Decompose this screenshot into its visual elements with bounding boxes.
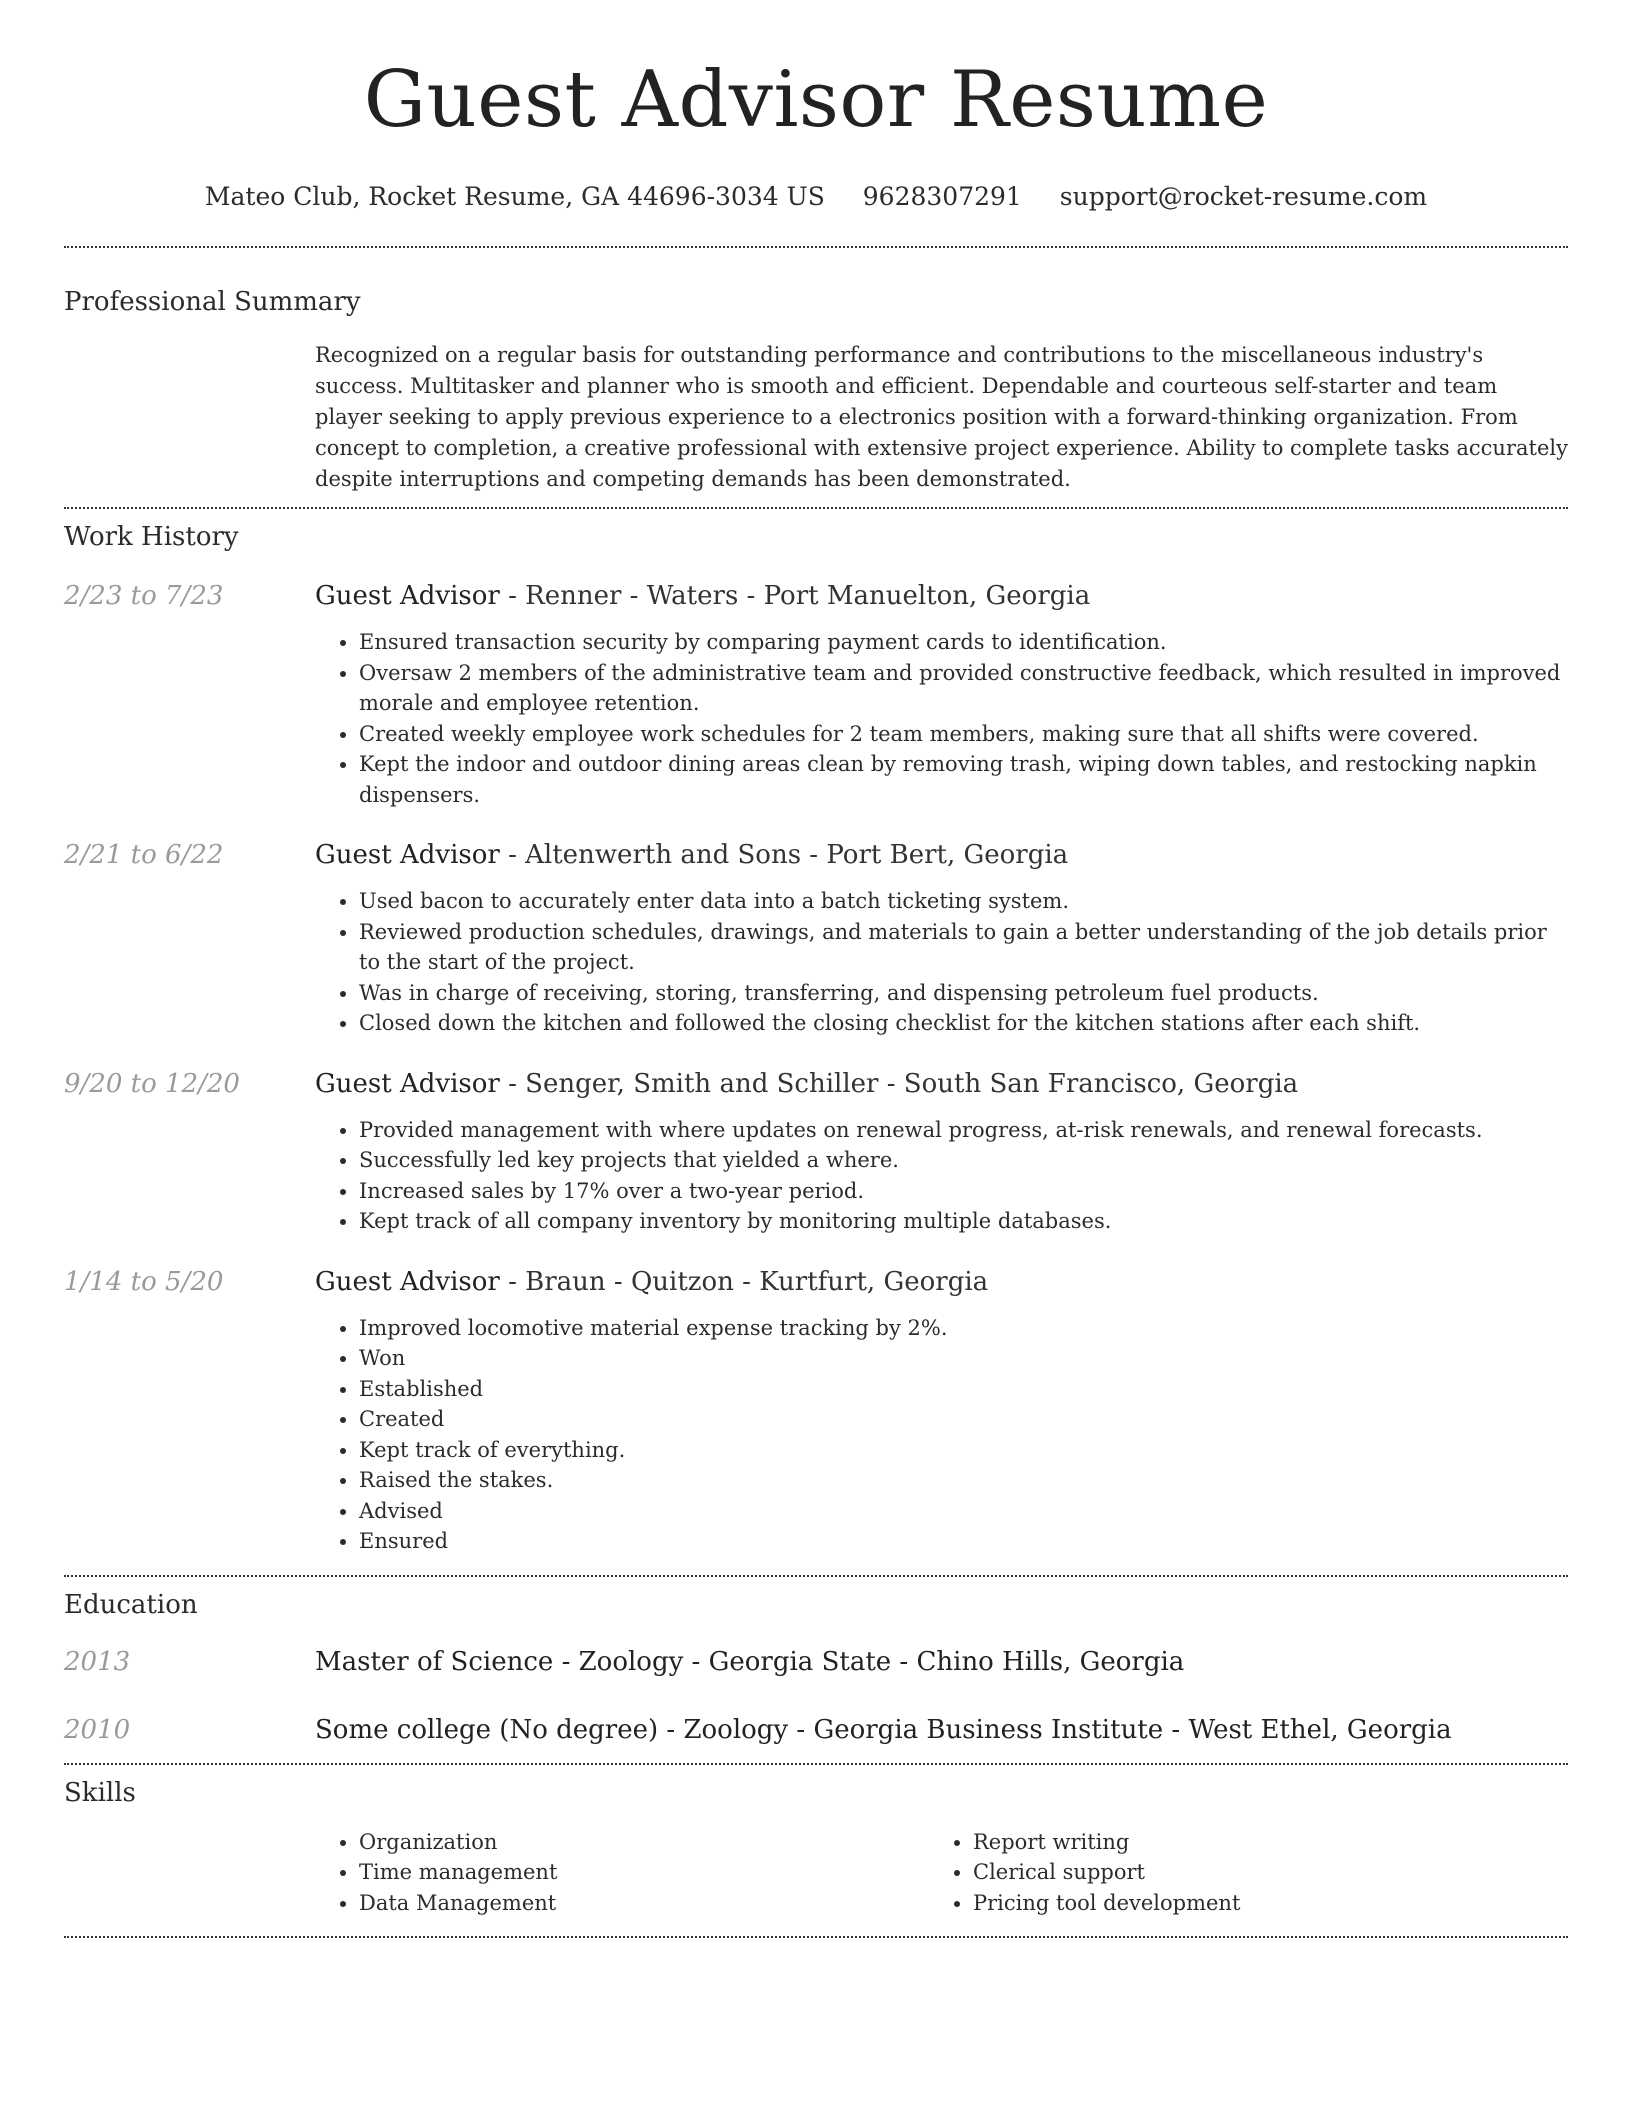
education-year: 2013 [64,1646,131,1677]
job-details: - Altenwerth and Sons - Port Bert, Georgia [499,840,1069,870]
job-dates: 1/14 to 5/20 [64,1266,224,1297]
section-title-summary: Professional Summary [64,287,361,317]
list-item: • Closed down the kitchen and followed the closing checklist for the kitchen stations after each shift. [359,1008,1568,1039]
job-bullets [315,1313,1568,1557]
education-entry [64,1713,1568,1747]
skills-list-left [315,1827,929,1919]
skill-item: • Data Management [359,1888,929,1919]
job-details: - Senger, Smith and Schiller - South San Francisco, Georgia [499,1068,1299,1099]
list-item: • Kept track of all company inventory by monitoring multiple databases. [359,1206,1568,1237]
skills-spacer [64,1827,315,1919]
job-entry [64,1067,1568,1237]
divider [64,246,1568,248]
job-dates: 2/21 to 6/22 [64,840,224,870]
job-entry [64,579,1568,810]
skill-item: • Organization [359,1827,929,1858]
list-item: • Won [359,1343,1568,1374]
list-item: • Created [359,1404,1568,1435]
job-dates: 9/20 to 12/20 [64,1068,240,1099]
list-item: • Oversaw 2 members of the administrative team and provided constructive feedback, which resulted in improved morale and employee retention. [359,658,1568,719]
resume-title: Guest Advisor Resume [363,55,1269,145]
job-bullets [315,627,1568,810]
job-bullets [315,886,1568,1039]
list-item: • Raised the stakes. [359,1465,1568,1496]
education-entry [64,1645,1568,1679]
list-item: • Reviewed production schedules, drawings, and materials to gain a better understanding of the job details prior to the start of the project. [359,917,1568,978]
skills-list-right [929,1827,1543,1919]
list-item: • Created weekly employee work schedules for 2 team members, making sure that all shifts were covered. [359,719,1568,750]
section-title-skills: Skills [64,1777,136,1808]
list-item: • Advised [359,1496,1568,1527]
contact-address: Mateo Club, Rocket Resume, GA 44696-3034 US [204,182,825,211]
job-role: Guest Advisor [315,581,500,611]
education-title [315,1645,1568,1679]
list-item: • Improved locomotive material expense tracking by 2%. [359,1313,1568,1344]
section-title-education: Education [64,1589,198,1620]
list-item: • Established [359,1374,1568,1405]
job-role: Guest Advisor [315,840,500,870]
job-entry [64,838,1568,1039]
education-degree: Master of Science - Zoology [315,1646,684,1677]
list-item: • Was in charge of receiving, storing, transferring, and dispensing petroleum fuel products. [359,978,1568,1009]
job-title [315,838,1568,872]
list-item: • Provided management with where updates on renewal progress, at-risk renewals, and renewal forecasts. [359,1115,1568,1146]
contact-email: support@rocket-resume.com [1059,182,1428,211]
job-details: - Renner - Waters - Port Manuelton, Georgia [499,581,1091,611]
job-details: - Braun - Quitzon - Kurtfurt, Georgia [499,1266,989,1297]
divider [64,507,1568,509]
summary-spacer [64,340,315,495]
job-dates: 2/23 to 7/23 [64,581,224,611]
education-title [315,1713,1568,1747]
list-item: • Kept the indoor and outdoor dining areas clean by removing trash, wiping down tables, and restocking napkin dispensers. [359,749,1568,810]
job-title [315,579,1568,613]
education-details: - Georgia State - Chino Hills, Georgia [683,1646,1185,1677]
education-degree: Some college (No degree) - Zoology [315,1714,789,1745]
job-role: Guest Advisor [315,1068,500,1099]
education-details: - Georgia Business Institute - West Ethel, Georgia [788,1714,1452,1745]
list-item: • Increased sales by 17% over a two-year period. [359,1176,1568,1207]
list-item: • Used bacon to accurately enter data into a batch ticketing system. [359,886,1568,917]
job-title [315,1067,1568,1101]
summary-row [64,340,1568,495]
section-title-work-history: Work History [64,522,239,552]
job-title [315,1265,1568,1299]
job-bullets [315,1115,1568,1237]
skills-grid [315,1827,1568,1919]
divider [64,1763,1568,1765]
contact-phone: 9628307291 [862,182,1022,211]
list-item: • Ensured [359,1526,1568,1557]
summary-text: Recognized on a regular basis for outstanding performance and contributions to the miscellaneous industry's success. Multitasker and planner who is smooth and efficient. Dependable and courteous self-starter and team player seeking to apply previous experience to a electronics position with a forward-thinking organization. From concept to completion, a creative professional with extensive project experience. Ability to complete tasks accurately despite interruptions and competing demands has been demonstrated. [315,343,1568,491]
job-role: Guest Advisor [315,1266,500,1297]
skill-item: • Report writing [973,1827,1543,1858]
skill-item: • Pricing tool development [973,1888,1543,1919]
contact-line [64,182,1568,212]
list-item: • Successfully led key projects that yielded a where. [359,1145,1568,1176]
skill-item: • Time management [359,1857,929,1888]
job-entry [64,1265,1568,1557]
list-item: • Ensured transaction security by comparing payment cards to identification. [359,627,1568,658]
skill-item: • Clerical support [973,1857,1543,1888]
education-year: 2010 [64,1714,131,1745]
list-item: • Kept track of everything. [359,1435,1568,1466]
divider [64,1575,1568,1577]
skills-row [64,1827,1568,1919]
divider [64,1936,1568,1938]
